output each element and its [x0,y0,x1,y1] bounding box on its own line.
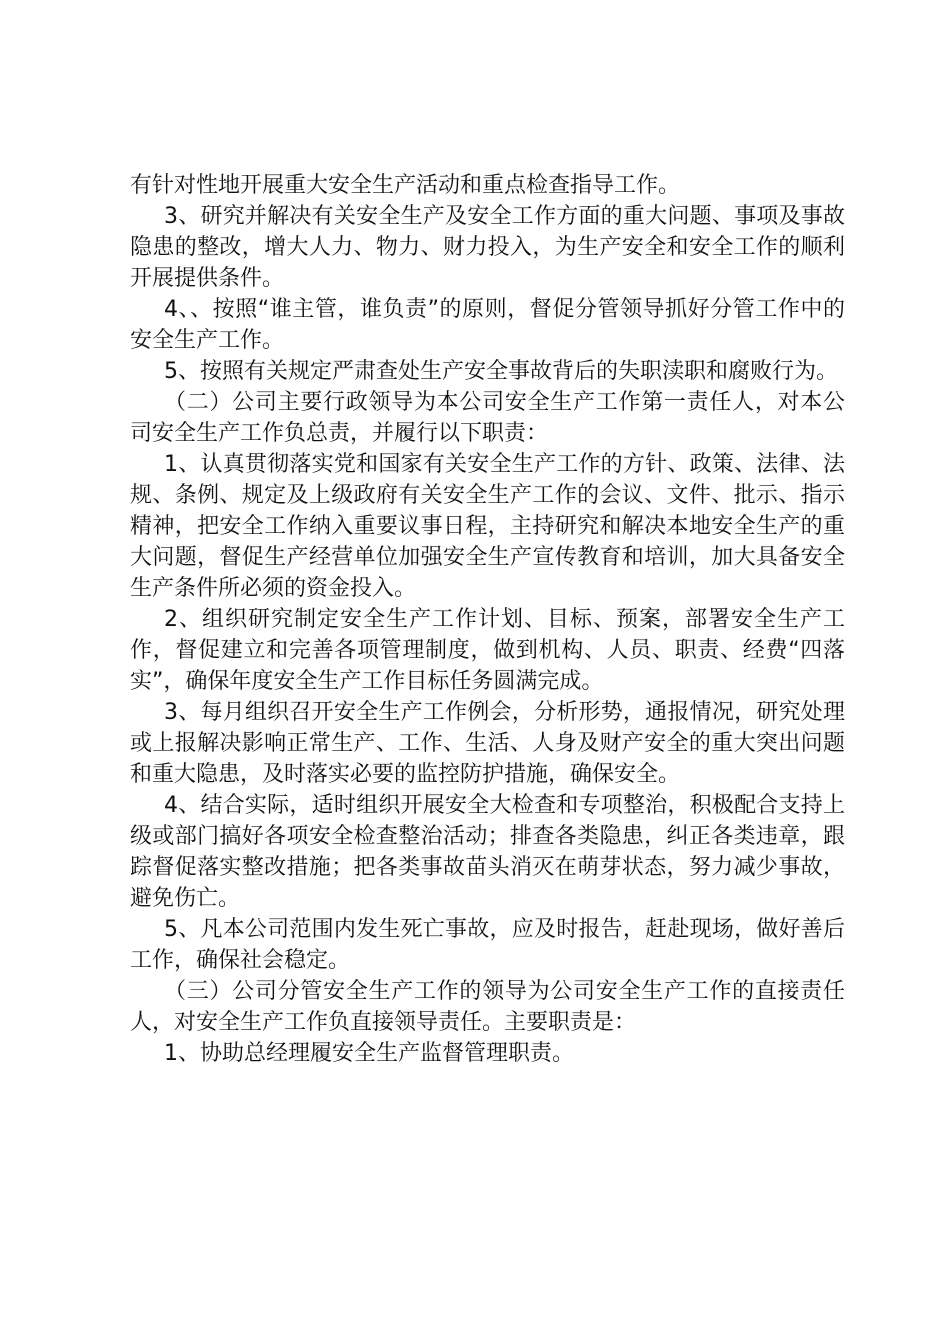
paragraph: 1、协助总经理履安全生产监督管理职责。 [164,1041,574,1066]
document-body [130,170,845,1069]
paragraph: 5、按照有关规定严肃查处生产安全事故背后的失职渎职和腐败行为。 [164,359,838,384]
section-heading-paragraph: （二）公司主要行政领导为本公司安全生产工作第一责任人，对本公司安全生产工作负总责，并履行以下职责： [130,390,845,446]
paragraph: 5、凡本公司范围内发生死亡事故，应及时报告，赶赴现场，做好善后工作，确保社会稳定。 [130,917,845,973]
section-heading-paragraph: （三）公司分管安全生产工作的领导为公司安全生产工作的直接责任人，对安全生产工作负直接领导责任。主要职责是： [130,979,845,1035]
paragraph: 1、认真贯彻落实党和国家有关安全生产工作的方针、政策、法律、法规、条例、规定及上级政府有关安全生产工作的会议、文件、批示、指示精神，把安全工作纳入重要议事日程，主持研究和解决本地安全生产的重大问题，督促生产经营单位加强安全生产宣传教育和培训，加大具备安全生产条件所必须的资金投入。 [130,452,845,601]
paragraph: 2、组织研究制定安全生产工作计划、目标、预案，部署安全生产工作，督促建立和完善各项管理制度，做到机构、人员、职责、经费“四落实”，确保年度安全生产工作目标任务圆满完成。 [130,607,845,694]
paragraph: 3、每月组织召开安全生产工作例会，分析形势，通报情况，研究处理或上报解决影响正常生产、工作、生活、人身及财产安全的重大突出问题和重大隐患，及时落实必要的监控防护措施，确保安全。 [130,700,845,787]
paragraph: 有针对性地开展重大安全生产活动和重点检查指导工作。 [130,173,681,198]
paragraph: 4、结合实际，适时组织开展安全大检查和专项整治，积极配合支持上级或部门搞好各项安全检查整治活动；排查各类隐患，纠正各类违章，跟踪督促落实整改措施；把各类事故苗头消灭在萌芽状态，努力减少事故，避免伤亡。 [130,793,845,911]
paragraph: 3、研究并解决有关安全生产及安全工作方面的重大问题、事项及事故隐患的整改，增大人力、物力、财力投入，为生产安全和安全工作的顺利开展提供条件。 [130,204,845,291]
paragraph: 4、、按照“谁主管，谁负责”的原则，督促分管领导抓好分管工作中的安全生产工作。 [130,297,845,353]
